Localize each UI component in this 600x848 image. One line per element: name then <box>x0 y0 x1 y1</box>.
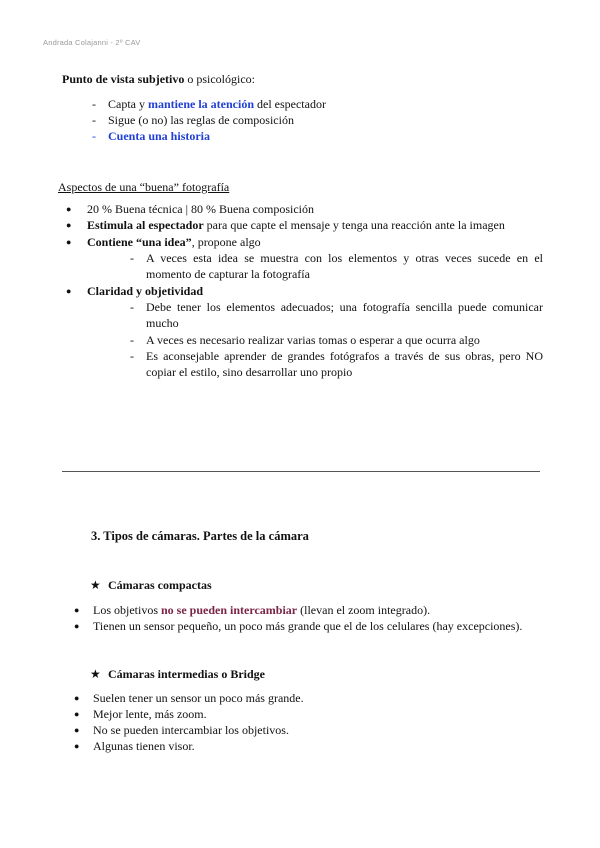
bullet-icon: ● <box>66 286 72 296</box>
text-run: (llevan el zoom integrado). <box>297 603 431 617</box>
aspectos-item-4-sub-3: Es aconsejable aprender de grandes fotógrafos a través de sus obras, pero NO copiar el estilo, sino desarrollar uno propio <box>146 349 543 379</box>
bridge-item-4: Algunas tienen visor. <box>93 739 195 753</box>
compactas-item-1 <box>93 602 430 618</box>
aspectos-item-4: Claridad y objetividad <box>87 284 204 298</box>
aspectos-item-4-sub-2: A veces es necesario realizar varias tomas o esperar a que ocurra algo <box>146 333 480 347</box>
bullet-icon: ● <box>66 220 72 230</box>
dash-marker: - <box>130 349 134 363</box>
bold-run: Estimula al espectador <box>87 218 204 232</box>
bullet-icon: ● <box>66 237 72 247</box>
horizontal-divider <box>62 471 540 472</box>
text-run: , propone algo <box>191 235 261 249</box>
subjetivo-item-2: Sigue (o no) las reglas de composición <box>108 113 294 127</box>
aspectos-item-3 <box>87 234 261 250</box>
aspectos-item-2 <box>87 217 505 233</box>
star-icon: ★ <box>90 667 101 681</box>
bridge-item-2: Mejor lente, más zoom. <box>93 707 207 721</box>
section-3-title: 3. Tipos de cámaras. Partes de la cámara <box>91 529 309 543</box>
aspectos-item-1: 20 % Buena técnica | 80 % Buena composición <box>87 202 315 216</box>
dash-marker: - <box>92 97 96 111</box>
dash-marker: - <box>92 129 96 143</box>
highlight-text: no se pueden intercambiar <box>161 603 298 617</box>
aspectos-item-4-sub-1: Debe tener los elementos adecuados; una fotografía sencilla puede comunicar mucho <box>146 300 543 330</box>
text-run: Capta y <box>108 97 148 111</box>
aspectos-item-3-sub: A veces esta idea se muestra con los elementos y otras veces sucede en el momento de capturar la fotografía <box>146 251 543 281</box>
dash-marker: - <box>130 300 134 314</box>
dash-marker: - <box>92 113 96 127</box>
compactas-title: Cámaras compactas <box>108 578 212 592</box>
compactas-item-2: Tienen un sensor pequeño, un poco más grande que el de los celulares (hay excepciones). <box>93 619 523 633</box>
bullet-icon: ● <box>74 725 80 735</box>
bullet-icon: ● <box>74 693 80 703</box>
highlight-text: mantiene la atención <box>148 97 254 111</box>
subjetivo-title-bold: Punto de vista subjetivo <box>62 72 185 86</box>
bullet-icon: ● <box>74 621 80 631</box>
text-run: del espectador <box>254 97 326 111</box>
bridge-item-1: Suelen tener un sensor un poco más grande. <box>93 691 304 705</box>
dash-marker: - <box>130 251 134 265</box>
subjetivo-item-3: Cuenta una historia <box>108 129 211 143</box>
bullet-icon: ● <box>66 204 72 214</box>
text-run: Los objetivos <box>93 603 161 617</box>
text-run: para que capte el mensaje y tenga una reacción ante la imagen <box>203 218 505 232</box>
page-header: Andrada Colajanni - 2º CAV <box>43 38 141 47</box>
subjetivo-item-1 <box>108 96 326 112</box>
bridge-item-3: No se pueden intercambiar los objetivos. <box>93 723 289 737</box>
bold-run: Contiene “una idea” <box>87 235 192 249</box>
star-icon: ★ <box>90 578 101 592</box>
aspectos-title: Aspectos de una “buena” fotografía <box>58 180 230 194</box>
bullet-icon: ● <box>74 605 80 615</box>
subjetivo-title-rest: o psicológico: <box>184 72 256 86</box>
bullet-icon: ● <box>74 709 80 719</box>
bullet-icon: ● <box>74 741 80 751</box>
dash-marker: - <box>130 333 134 347</box>
bridge-title: Cámaras intermedias o Bridge <box>108 667 265 681</box>
subjetivo-heading <box>62 71 255 87</box>
